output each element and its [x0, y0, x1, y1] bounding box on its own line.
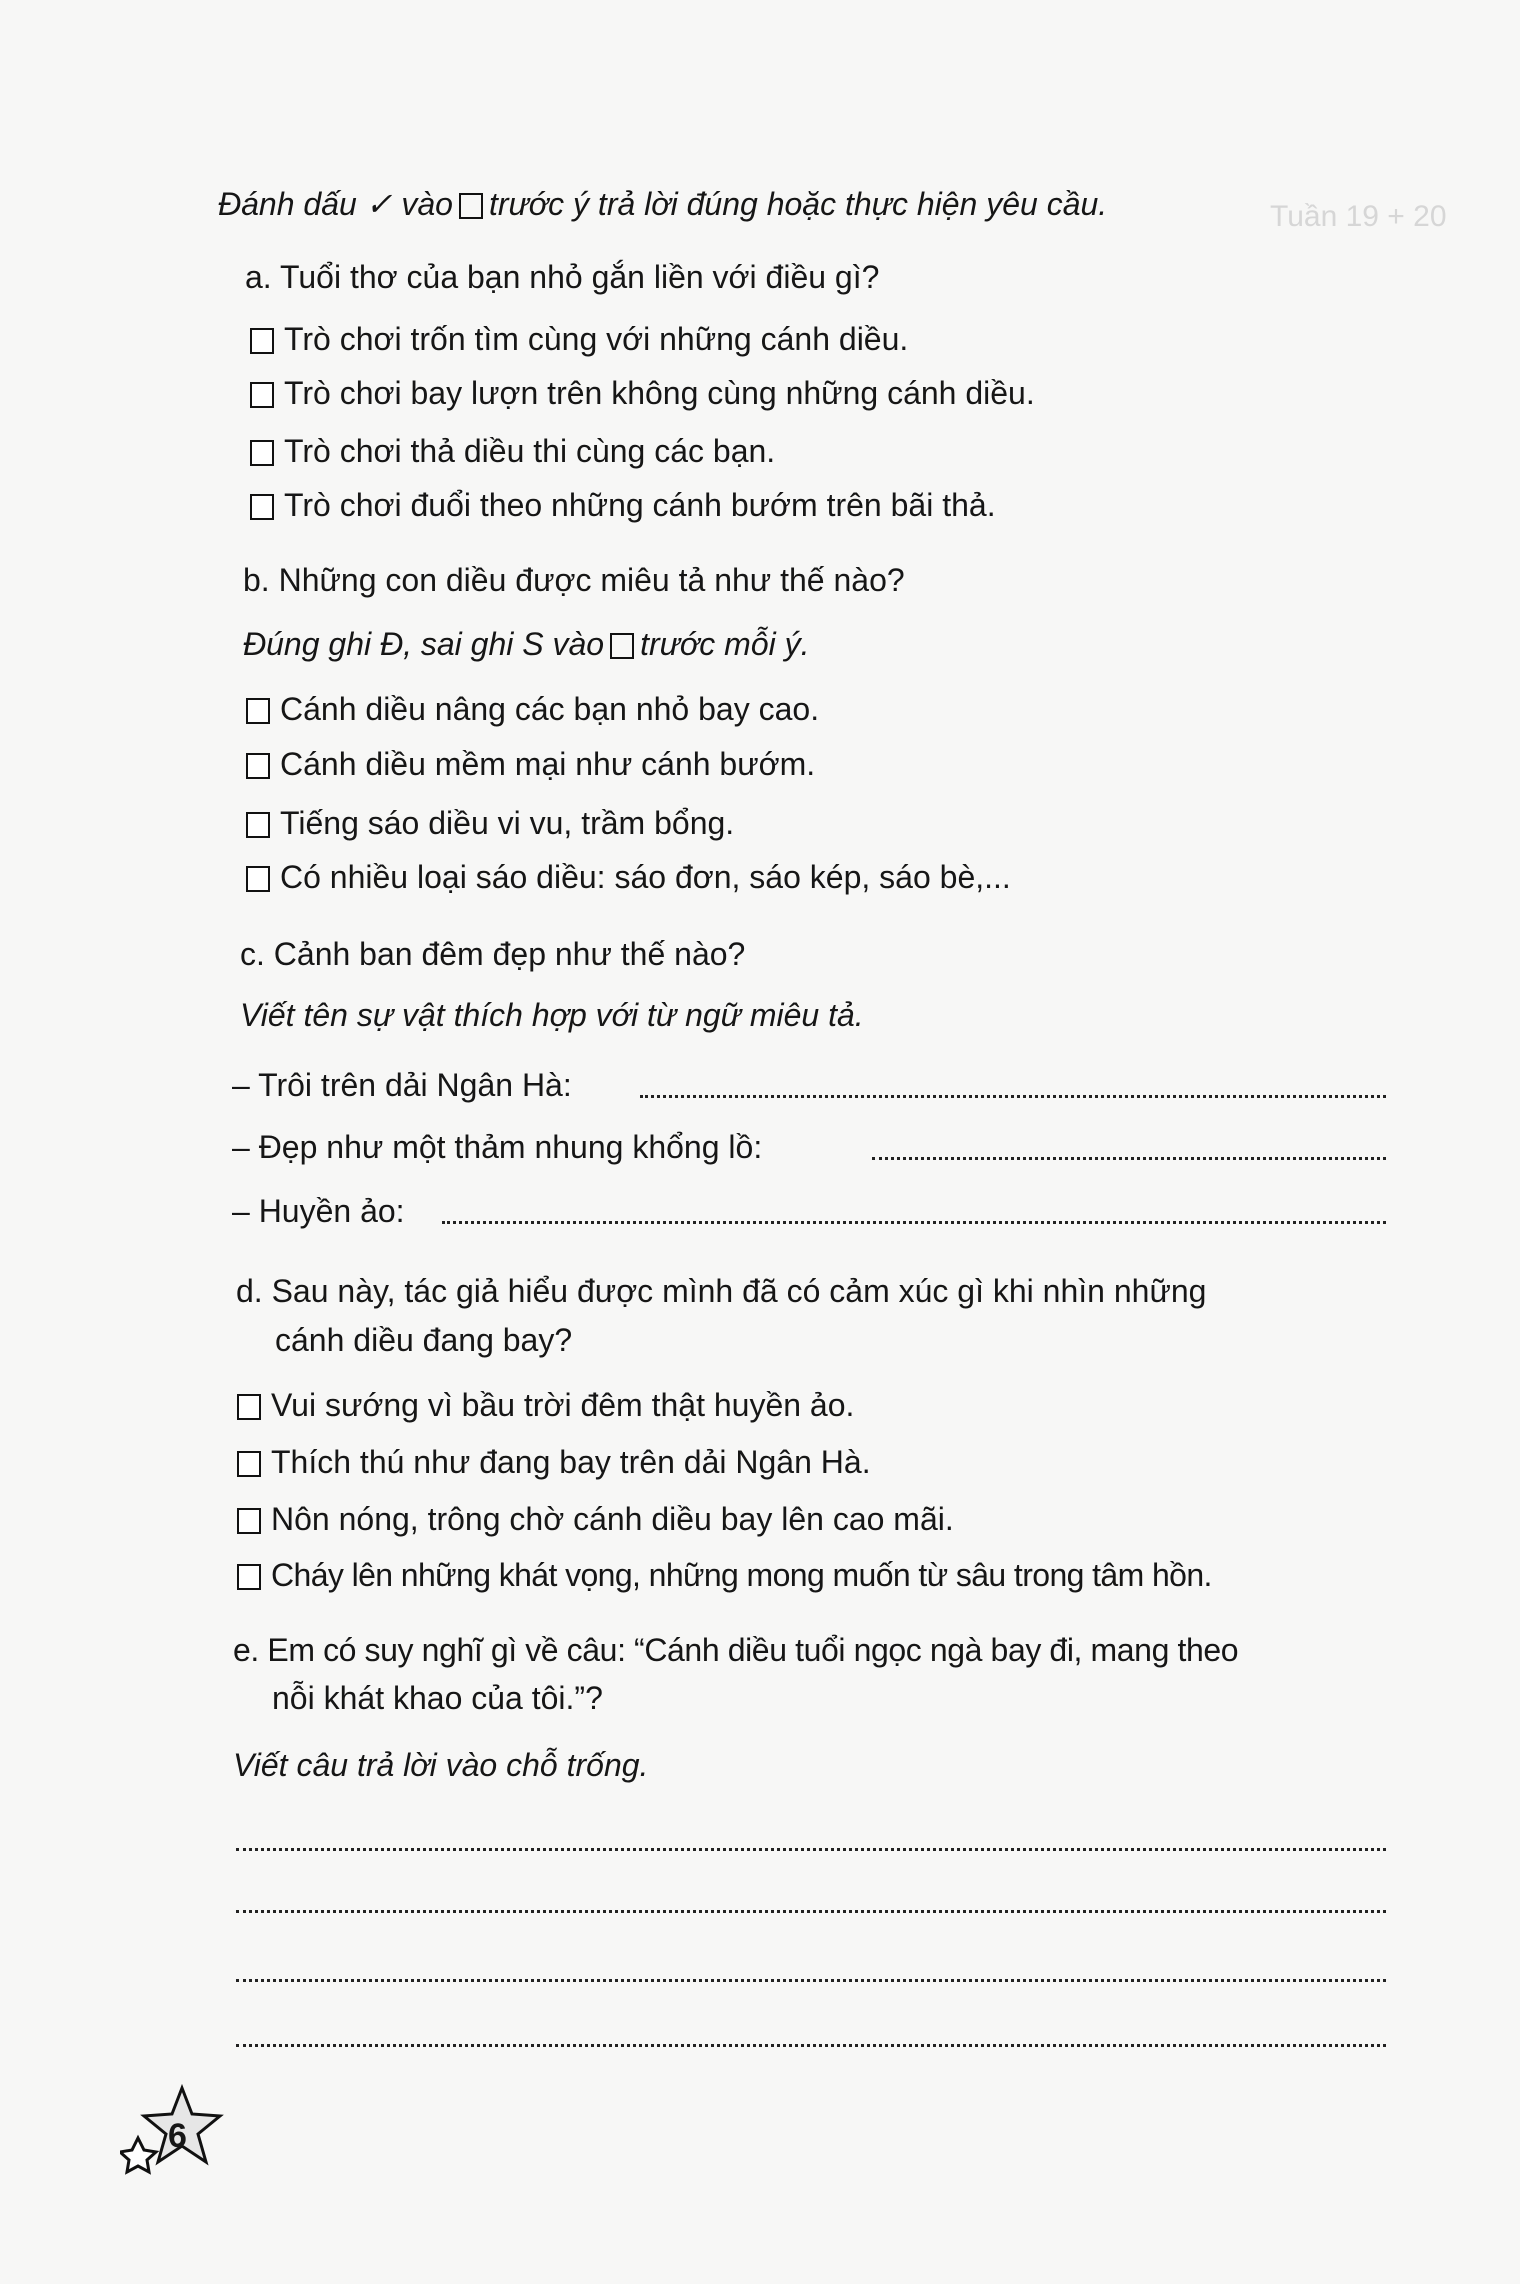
answer-line[interactable]	[236, 1848, 1386, 1851]
option	[250, 319, 908, 359]
checkbox[interactable]	[237, 1564, 261, 1590]
answer-line[interactable]	[236, 2044, 1386, 2047]
option	[250, 485, 996, 525]
option	[250, 431, 775, 471]
instruction-text: Đánh dấu	[218, 186, 357, 222]
answer-field[interactable]	[872, 1157, 1386, 1160]
option-label: Cháy lên những khát vọng, những mong muốn từ sâu trong tâm hồn.	[271, 1557, 1212, 1593]
option	[237, 1385, 854, 1425]
checkbox[interactable]	[250, 494, 274, 520]
instruction	[218, 184, 1107, 224]
page-number: 6	[168, 2117, 187, 2155]
option-label: Trò chơi đuổi theo những cánh bướm trên bãi thả.	[284, 487, 996, 523]
option-label: Nôn nóng, trông chờ cánh diều bay lên cao mãi.	[271, 1501, 954, 1537]
instruction-c: Viết tên sự vật thích hợp với từ ngữ miêu tả.	[240, 997, 864, 1033]
checkbox[interactable]	[237, 1508, 261, 1534]
question-e: e. Em có suy nghĩ gì về câu: “Cánh diều tuổi ngọc ngà bay đi, mang theo	[233, 1632, 1239, 1668]
checkbox[interactable]	[246, 698, 270, 724]
fill-item-label: – Huyền ảo:	[232, 1193, 405, 1229]
answer-line[interactable]	[236, 1979, 1386, 1982]
option-label: Tiếng sáo diều vi vu, trầm bổng.	[280, 805, 735, 841]
option	[237, 1442, 871, 1482]
answer-field[interactable]	[442, 1221, 1386, 1224]
instruction-text: vào	[401, 186, 453, 222]
option-label: Trò chơi thả diều thi cùng các bạn.	[284, 433, 776, 469]
checkbox[interactable]	[250, 328, 274, 354]
question-c: c. Cảnh ban đêm đẹp như thế nào?	[240, 936, 746, 972]
option	[246, 857, 1011, 897]
question-b: b. Những con diều được miêu tả như thế nào?	[243, 562, 905, 598]
checkbox[interactable]	[237, 1394, 261, 1420]
question-a: a. Tuổi thơ của bạn nhỏ gắn liền với điều gì?	[245, 259, 880, 295]
option-label: Có nhiều loại sáo diều: sáo đơn, sáo kép, sáo bè,...	[280, 859, 1011, 895]
fill-item-label: – Trôi trên dải Ngân Hà:	[232, 1067, 572, 1103]
checkbox-icon	[459, 193, 483, 219]
option-label: Cánh diều mềm mại như cánh bướm.	[280, 746, 816, 782]
option-label: Cánh diều nâng các bạn nhỏ bay cao.	[280, 691, 820, 727]
option-label: Trò chơi trốn tìm cùng với những cánh diều.	[284, 321, 909, 357]
instruction-text: trước mỗi ý.	[640, 626, 810, 662]
answer-line[interactable]	[236, 1910, 1386, 1913]
option-label: Trò chơi bay lượn trên không cùng những cánh diều.	[284, 375, 1035, 411]
question-d-cont: cánh diều đang bay?	[275, 1322, 573, 1358]
bleed-through-text: Tuần 19 + 20	[1270, 200, 1447, 233]
checkbox[interactable]	[250, 440, 274, 466]
instruction-text: Đúng ghi Đ, sai ghi S vào	[243, 626, 605, 662]
option-label: Thích thú như đang bay trên dải Ngân Hà.	[271, 1444, 871, 1480]
question-d: d. Sau này, tác giả hiểu được mình đã có cảm xúc gì khi nhìn những	[236, 1273, 1207, 1309]
option-label: Vui sướng vì bầu trời đêm thật huyền ảo.	[271, 1387, 855, 1423]
question-e-cont: nỗi khát khao của tôi.”?	[272, 1680, 603, 1716]
checkbox[interactable]	[237, 1451, 261, 1477]
instruction-b	[243, 624, 810, 664]
option	[246, 803, 734, 843]
answer-field[interactable]	[640, 1095, 1386, 1098]
check-icon: ✓	[365, 186, 393, 222]
option	[250, 373, 1035, 413]
option	[237, 1499, 954, 1539]
option	[237, 1555, 1212, 1595]
instruction-text: trước ý trả lời đúng hoặc thực hiện yêu cầu.	[488, 186, 1108, 222]
fill-item-label: – Đẹp như một thảm nhung khổng lồ:	[232, 1129, 763, 1165]
instruction-e: Viết câu trả lời vào chỗ trống.	[233, 1747, 649, 1783]
option	[246, 689, 819, 729]
checkbox-icon	[610, 633, 634, 659]
checkbox[interactable]	[246, 812, 270, 838]
option	[246, 744, 815, 784]
checkbox[interactable]	[246, 753, 270, 779]
checkbox[interactable]	[246, 866, 270, 892]
checkbox[interactable]	[250, 382, 274, 408]
